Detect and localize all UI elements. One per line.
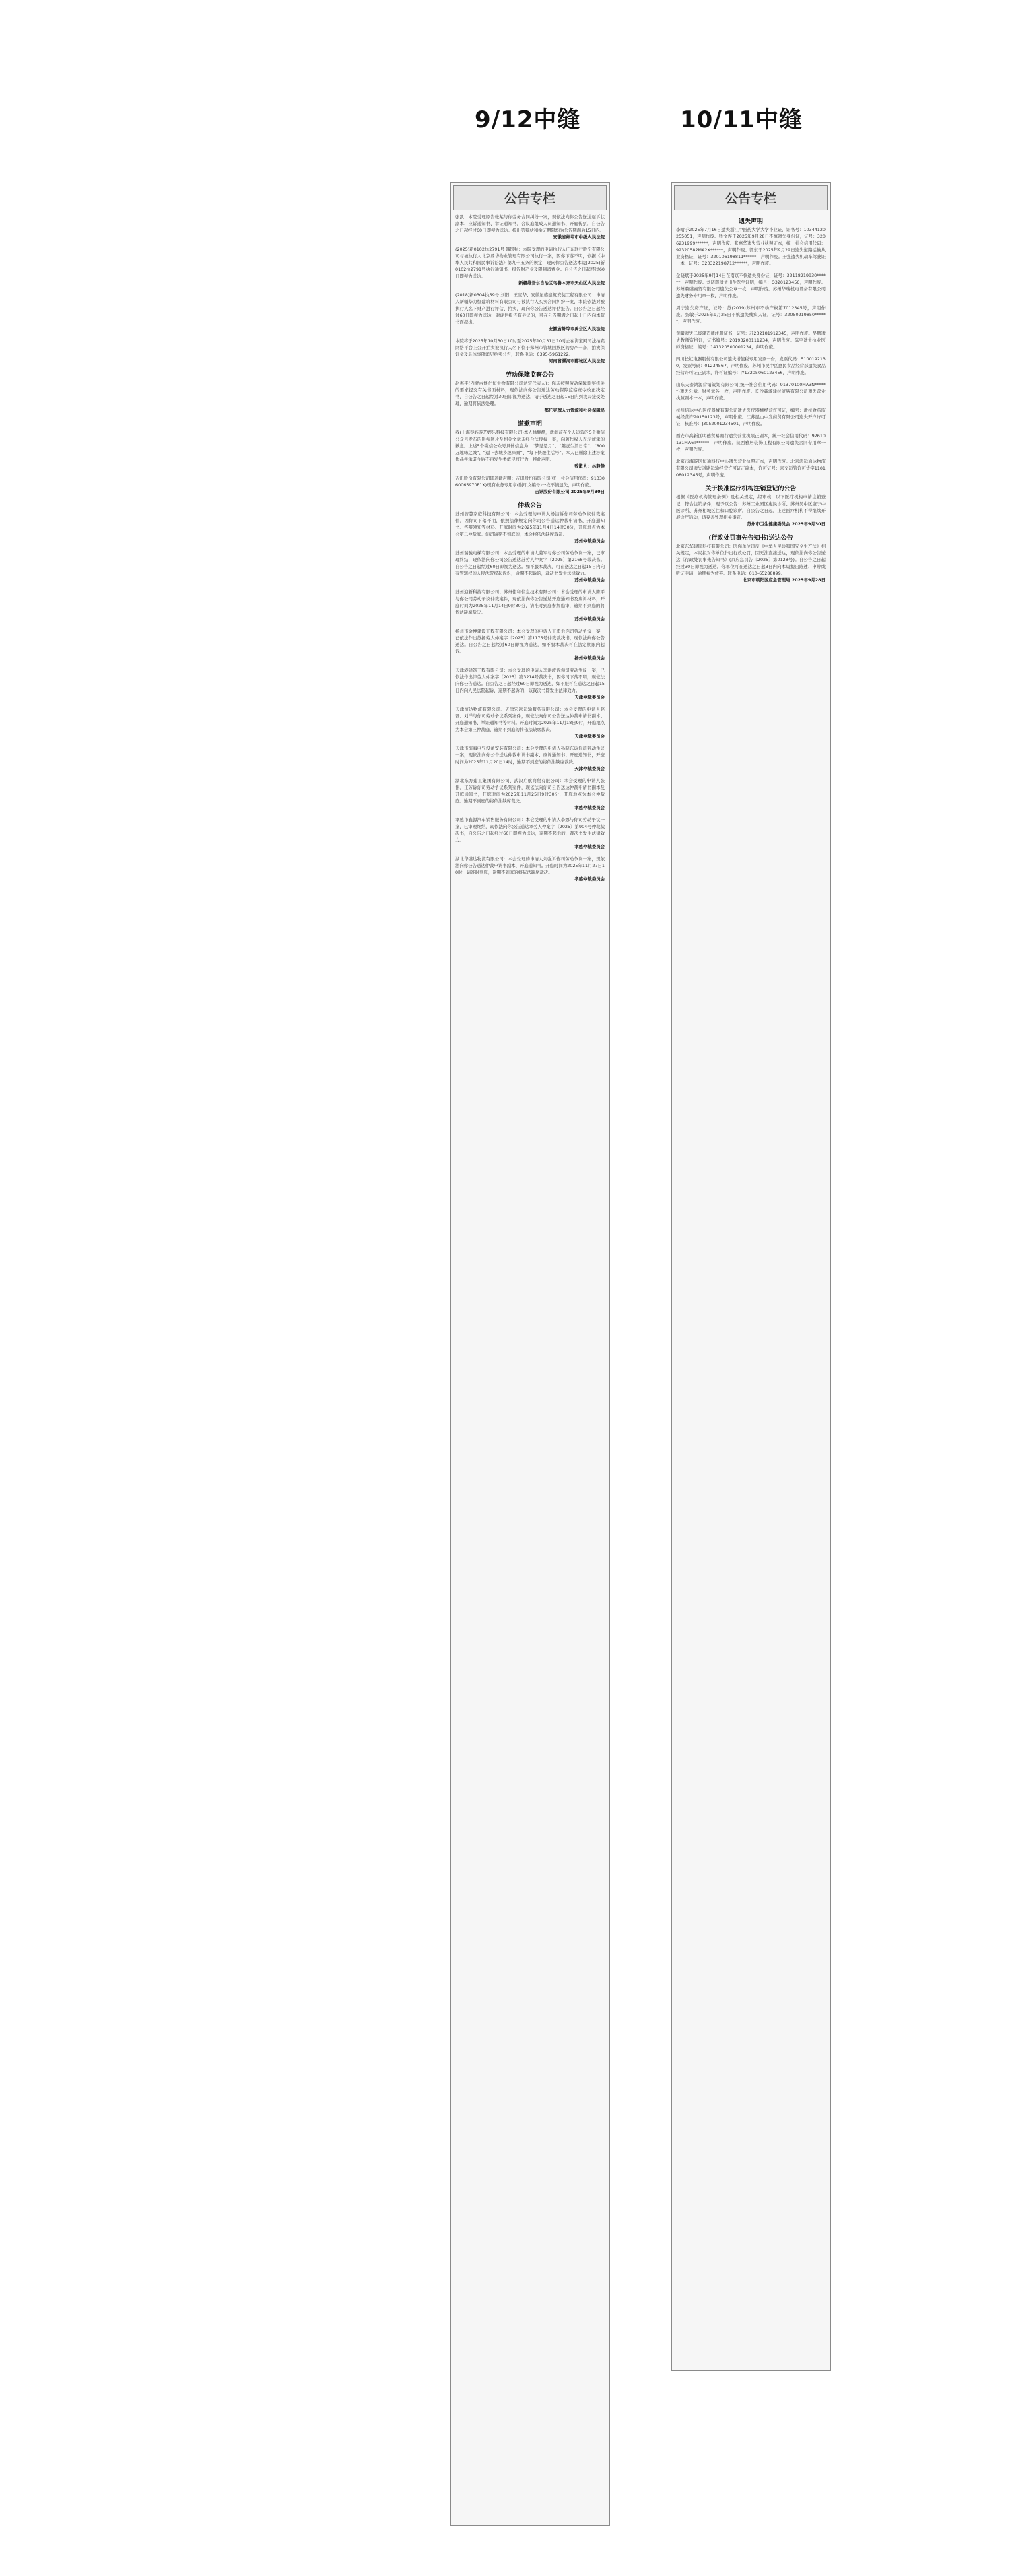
notice-item: [455, 292, 605, 332]
notice-text: 天津市滨海电气设备安装有限公司：本会受理的申请人孙晓东诉你司劳动争议一案，现依法向你公告送达仲裁申请书副本、应诉通知书、开庭通知书，开庭时间为2025年11月20日14时，逾期不到庭的将依法缺席裁决。: [455, 746, 605, 765]
notice-item: [455, 628, 605, 662]
notice-text: (2018)新0304执59号 刘阳、王宝华、安徽星盛建筑安装工程有限公司：申请人新疆华力恒建筑材料有限公司与被执行人买卖合同纠纷一案，本院依法对被执行人名下财产进行评估、拍卖，现向你公告送达评估报告。自公告之日起经过60日即视为送达，对评估报告有异议的，可在公告期满之日起十日内向本院书面提出。: [455, 292, 605, 325]
notice-item: [455, 475, 605, 495]
column-body: [451, 212, 609, 889]
fold-label-left: 9/12中缝: [475, 106, 581, 133]
notice-item: [455, 419, 605, 470]
notice-item: [676, 458, 826, 478]
notice-title: (行政处罚事先告知书)送达公告: [708, 535, 793, 542]
notice-text: 四川长虹电器股份有限公司遗失增值税专用发票一份，发票代码：5100192130，发票号码：01234567，声明作废。苏州市吴中区惠民食品经营部遗失食品经营许可证正副本，许可证编号：JY13205060123456，声明作废。: [676, 356, 826, 375]
notice-text: 孝感市鑫源汽车销售服务有限公司：本会受理的申请人李娜与你司劳动争议一案，已审理终结，现依法向你公告送达孝劳人仲案字〔2025〕第904号仲裁裁决书，自公告之日起经过60日即视为送达，逾期不起诉的，裁决书发生法律效力。: [455, 817, 605, 843]
notice-item: [676, 484, 826, 527]
notice-signature: 苏州仲裁委员会: [574, 538, 605, 544]
notice-item: [455, 550, 605, 583]
notice-signature: 致歉人：林静静: [574, 463, 605, 469]
notice-item: [676, 432, 826, 453]
notice-text: 张凯：本院受理原告张某与你劳务合同纠纷一案，现依法向你公告送达起诉状副本、应诉通知书、举证通知书、合议庭组成人员通知书、开庭传票。自公告之日起经过60日即视为送达。提出答辩状和举证期限均为公告期满后15日内。: [455, 214, 605, 233]
notice-text: 金晓斌于2025年9月14日在南京不慎遗失身份证，证号：32118219930******，声明作废。刘晓辉遗失出生医学证明，编号：Q320123456，声明作废。苏州鼎盛商贸有限公司遗失公章一枚，声明作废。苏州华瑞机电设备有限公司遗失财务专用章一枚，声明作废。: [676, 273, 826, 298]
notice-signature: 天津仲裁委员会: [574, 766, 605, 771]
notice-item: [455, 745, 605, 772]
notice-signature: 吉讯股份有限公司 2025年9月30日: [535, 489, 605, 494]
notice-text: 苏州瑞驰电梯有限公司：本会受理的申请人姜军与你公司劳动争议一案，已审理终结，现依法向你公司公告送达苏劳人仲案字〔2025〕第2168号裁决书。自公告之日起经过60日即视为送达。如不服本裁决，可在送达之日起15日内向有管辖权的人民法院提起诉讼，逾期不起诉的，裁决书发生法律效力。: [455, 550, 605, 576]
notice-column-right: [671, 182, 831, 2371]
notice-item: [455, 214, 605, 240]
notice-signature: 孝感仲裁委员会: [574, 876, 605, 882]
notice-text: 吉讯股份有限公司即道歉声明：吉讯股份有限公司(统一社会信用代码：9133060065970F1X)现有业务专用章(附印文编号)一枚不慎遗失，声明作废。: [455, 476, 605, 488]
notice-text: 天津恒达物流有限公司、天津宏远运输服务有限公司：本会受理的申请人赵磊、刘洋与你司劳动争议系列案件，现依法向你司公告送达仲裁申请书副本、开庭通知书、举证通知书等材料。开庭时间为2025年11月18日9时，开庭地点为本会第三仲裁庭，逾期不到庭的将依法缺席裁决。: [455, 707, 605, 732]
notice-text: 杭州信达中心医疗器械有限公司遗失医疗器械经营许可证，编号：浙杭食药监械经营许20150123号，声明作废。江苏昆山中发商贸有限公司遗失开户许可证，核准号：J3052001234501，声明作废。: [676, 408, 826, 426]
notice-signature: 安徽省蚌埠市中级人民法院: [553, 234, 605, 240]
notice-signature: 苏州仲裁委员会: [574, 577, 605, 583]
column-header: 公告专栏: [674, 185, 828, 210]
notice-item: [676, 216, 826, 267]
notice-text: 苏州智慧家庭科技有限公司：本会受理的申请人杨洁诉你司劳动争议仲裁案件，因你司下落不明，依照法律规定向你司公告送达仲裁申请书、开庭通知书、答辩须知等材料。开庭时间为2025年11月4日14时30分，开庭地点为本会第二仲裁庭。你司逾期不到庭的，本会将依法缺席裁决。: [455, 511, 605, 537]
notice-signature: 苏州仲裁委员会: [574, 616, 605, 622]
notice-text: 苏州迎新科技有限公司、苏州佳和信息技术有限公司：本会受理的申请人陈平与你公司劳动争议仲裁案件，现依法向你公告送达开庭通知书及应诉材料，开庭时间为2025年11月14日9时30分，请准时到庭参加庭审，逾期不到庭的将依法缺席裁决。: [455, 589, 605, 615]
notice-text: 我(上海琴屿游艺娱乐科技有限公司)本人林静静，就此前在个人运营的5个微信公众号发布的影视图片及相关文章未经合法授权一事，向著作权人表示诚挚的歉意。上述5个微信公众号具体信息为：“梦见是月”、“趣壹生活日常”、“800万趣味之城”、“逗下去城乡趣味圈”、“每下快趣生活号”。本人已删除上述涉案作品并承诺今后不再发生类似侵权行为，特此声明。: [455, 430, 605, 462]
column-body: [672, 212, 830, 590]
notice-column-left: [450, 182, 610, 2526]
notice-text: 李晴于2025年7月16日遗失浙江中医药大学大学毕业证，证书号：10344120255051，声明作废。钱文烨于2025年9月28日不慎遗失身份证，证号：3206231999******，声明作废。张惠华遗失营业执照正本，统一社会信用代码：92320582MA2X******，声明作废。郭东于2025年9月29日遗失道路运输从业资格证，证号：320106198811******，声明作废。王强遗失机动车驾驶证一本，证号：320322198712******，声明作废。: [676, 227, 826, 266]
notice-item: [455, 816, 605, 850]
column-header: 公告专栏: [453, 185, 607, 210]
notice-title: 道歉声明: [517, 421, 542, 428]
notice-text: 北京东华建园科技有限公司：因你单位违反《中华人民共和国安全生产法》相关规定，本局拟对你单位作出行政处罚，因无法直接送达，现依法向你公告送达《行政处罚事先告知书》(京应急罚告〔2025〕第0128号)。自公告之日起经过30日即视为送达。你单位可在送达之日起3日内向本局提出陈述、申辩或听证申请，逾期视为放弃。联系电话：010-65288899。: [676, 544, 826, 576]
notice-text: 根据《医疗机构管理条例》及相关规定，经审核，以下医疗机构申请注销登记，符合注销条件，现予以公告：苏州工业园区惠民诊所、苏州吴中区康宁中医诊所、苏州相城区仁和口腔诊所。自公告之日起，上述医疗机构不得继续开展诊疗活动，请妥善处理相关事宜。: [676, 494, 826, 520]
notice-item: [455, 246, 605, 286]
notice-title: 劳动保障监察公告: [505, 372, 554, 379]
notice-item: [455, 337, 605, 364]
notice-signature: 孝感仲裁委员会: [574, 805, 605, 810]
notice-item: [676, 356, 826, 376]
notice-signature: 孝感仲裁委员会: [574, 844, 605, 849]
fold-label-right: 10/11中缝: [680, 106, 803, 133]
notice-item: [676, 407, 826, 427]
notice-text: 天津港建筑工程有限公司：本会受理的申请人李洪波诉你司劳动争议一案，已依法作出津劳人仲案字〔2025〕第3214号裁决书，因你司下落不明，现依法向你公告送达。自公告之日起经过60日即视为送达，如不服可在送达之日起15日内向人民法院起诉，逾期不起诉的，该裁决书即发生法律效力。: [455, 668, 605, 693]
notice-title: 遗失声明: [738, 218, 763, 225]
notice-text: 扬州市金博建设工程有限公司：本会受理的申请人王勇诉你司劳动争议一案，已依法作出苏扬劳人仲案字〔2025〕第1175号仲裁裁决书，现依法向你公告送达。自公告之日起经过60日即视为送达，如不服本裁决可在法定期限内起诉。: [455, 629, 605, 654]
notice-signature: 新疆维吾尔自治区乌鲁木齐市天山区人民法院: [518, 280, 605, 286]
notice-text: 西安市高新区明德贸易商行遗失营业执照正副本，统一社会信用代码：92610131MA6T******，声明作废。陕西雅居装饰工程有限公司遗失合同专用章一枚，声明作废。: [676, 433, 826, 452]
notice-item: [676, 330, 826, 350]
notice-signature: 苏州市卫生健康委员会 2025年9月30日: [747, 521, 826, 527]
notice-item: [455, 706, 605, 740]
notice-signature: 北京市朝阳区应急管理局 2025年9月28日: [743, 577, 826, 583]
notice-text: 赵惠平(内蒙古博仁恒生物有限公司法定代表人)：你未按照劳动保障监察机关的要求提交有关书面材料，现依法向你公告送达劳动保障监察责令改正决定书，自公告之日起经过30日即视为送达，请于送达之日起15日内到我局接受处理，逾期将依法处理。: [455, 381, 605, 406]
notice-title: 仲裁公告: [517, 503, 542, 509]
notice-item: [455, 856, 605, 882]
notice-item: [455, 589, 605, 622]
notice-text: 周宁遗失房产证，证号：苏(2019)苏州市不动产权第7012345号，声明作废。张敏于2025年9月25日不慎遗失残疾人证，证号：32050219850******，声明作废。: [676, 305, 826, 324]
notice-text: 本院将于2025年10月30日10时至2025年10月31日10时止在淘宝网司法拍卖网络平台上公开拍卖被执行人名下位于郑州市管城回族区的房产一套，拍卖保证金及具体事项详见拍卖公告，联系电话：0395-5961222。: [455, 338, 605, 357]
notice-signature: 扬州仲裁委员会: [574, 655, 605, 661]
notice-text: 湖北东方建工集团有限公司、武汉启航商贸有限公司：本会受理的申请人张伟、王芳诉你司劳动争议系列案件，现依法向你司公告送达仲裁申请书副本及开庭通知书，开庭时间为2025年11月25日9时30分，开庭地点为本会仲裁庭。逾期不到庭的将依法缺席裁决。: [455, 778, 605, 804]
notice-signature: 安徽省蚌埠市禹会区人民法院: [548, 326, 605, 331]
notice-text: 山东天泰鸿源营销策划有限公司(统一社会信用代码：91370100MA3N******)遗失公章、财务章各一枚，声明作废。长沙鑫源建材贸易有限公司遗失营业执照副本一本，声明作废。: [676, 382, 826, 401]
notice-signature: 天津仲裁委员会: [574, 695, 605, 700]
notice-text: 湖北华盛达物流有限公司：本会受理的申请人刘强诉你司劳动争议一案，现依法向你公告送达仲裁申请书副本、开庭通知书。开庭时间为2025年11月27日10时，请准时到庭，逾期不到庭的将依法缺席裁决。: [455, 856, 605, 875]
notice-text: 黄曦遗失二级建造师注册证书，证号：苏232181912345，声明作废。吴鹏遗失教师资格证，证书编号：20193200111234，声明作废。陈宇遗失执业医师资格证，编号：141320500001234，声明作废。: [676, 331, 826, 350]
notice-item: [676, 304, 826, 325]
notice-item: [455, 501, 605, 544]
notice-text: (2025)新0102执2791号 韩国强：本院受理的申请执行人广东联行股份有限公司与被执行人北京鼎华物业管理有限公司执行一案，因你下落不明，依据《中华人民共和国民事诉讼法》第九十五条的规定，现向你公告送达本院(2025)新0102执2791号执行通知书、报告财产令及限制消费令。自公告之日起经过60日即视为送达。: [455, 247, 605, 279]
notice-text: 北京市海淀区恒通科技中心遗失营业执照正本，声明作废。北京鸿运通达物流有限公司遗失道路运输经营许可证正副本，许可证号：京交运管许可货字110108012345号，声明作废。: [676, 459, 826, 478]
notice-item: [676, 272, 826, 299]
notice-item: [676, 381, 826, 401]
notice-item: [676, 533, 826, 583]
notice-item: [455, 777, 605, 811]
notice-signature: 天津仲裁委员会: [574, 734, 605, 739]
notice-item: [455, 370, 605, 414]
notice-title: 关于核准医疗机构注销登记的公告: [705, 486, 797, 492]
notice-item: [455, 667, 605, 701]
notice-signature: 鄂托克旗人力资源和社会保障局: [544, 408, 605, 413]
notice-signature: 河南省漯河市郾城区人民法院: [548, 358, 605, 364]
